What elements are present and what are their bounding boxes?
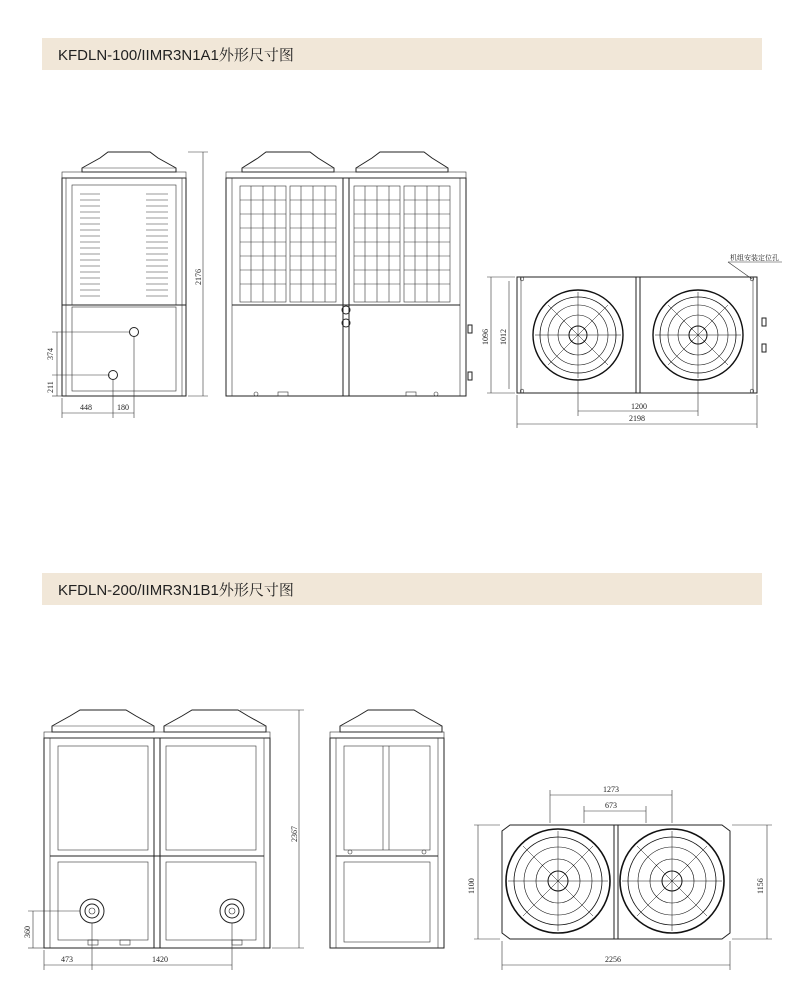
dim-top-depth-inner: 1012 — [499, 329, 508, 345]
dim-front-height: 2367 — [290, 826, 299, 842]
unit2-front-dimensions — [23, 710, 304, 970]
dim-bottom-left: 448 — [80, 403, 92, 412]
section-title-kfdln-200: KFDLN-200/IIMR3N1B1外形尺寸图 — [42, 573, 762, 605]
dim-top-depth-outer: 1096 — [481, 329, 490, 345]
dim-pipe-height: 360 — [23, 926, 32, 938]
dim-bottom-spacing: 1420 — [152, 955, 168, 964]
dim-pipe-lower: 211 — [46, 381, 55, 393]
dim-fan-spacing: 1200 — [631, 402, 647, 411]
unit1-front-view — [226, 152, 466, 396]
unit2-top-view — [502, 825, 730, 939]
unit2-front-view — [44, 710, 270, 948]
section-title-kfdln-100: KFDLN-100/IIMR3N1A1外形尺寸图 — [42, 38, 762, 70]
dim-bottom-right: 180 — [117, 403, 129, 412]
dim-total-length: 2198 — [629, 414, 645, 423]
dim-top-span-inner: 673 — [605, 801, 617, 810]
note-mounting-holes: 机组安装定位孔 — [730, 254, 779, 262]
unit1-top-dimensions — [481, 253, 782, 428]
unit2-side-view — [330, 710, 444, 948]
dim-bottom-left-2: 473 — [61, 955, 73, 964]
unit1-side-dimensions — [46, 152, 208, 418]
dim-side-height: 2176 — [194, 269, 203, 285]
dim-top-span-outer: 1273 — [603, 785, 619, 794]
dim-top-depth-right: 1156 — [756, 878, 765, 894]
dim-total-length-2: 2256 — [605, 955, 621, 964]
dim-top-depth-left: 1100 — [467, 878, 476, 894]
dim-pipe-upper: 374 — [46, 348, 55, 360]
unit1-top-view — [468, 277, 766, 393]
unit1-side-view — [62, 152, 186, 396]
